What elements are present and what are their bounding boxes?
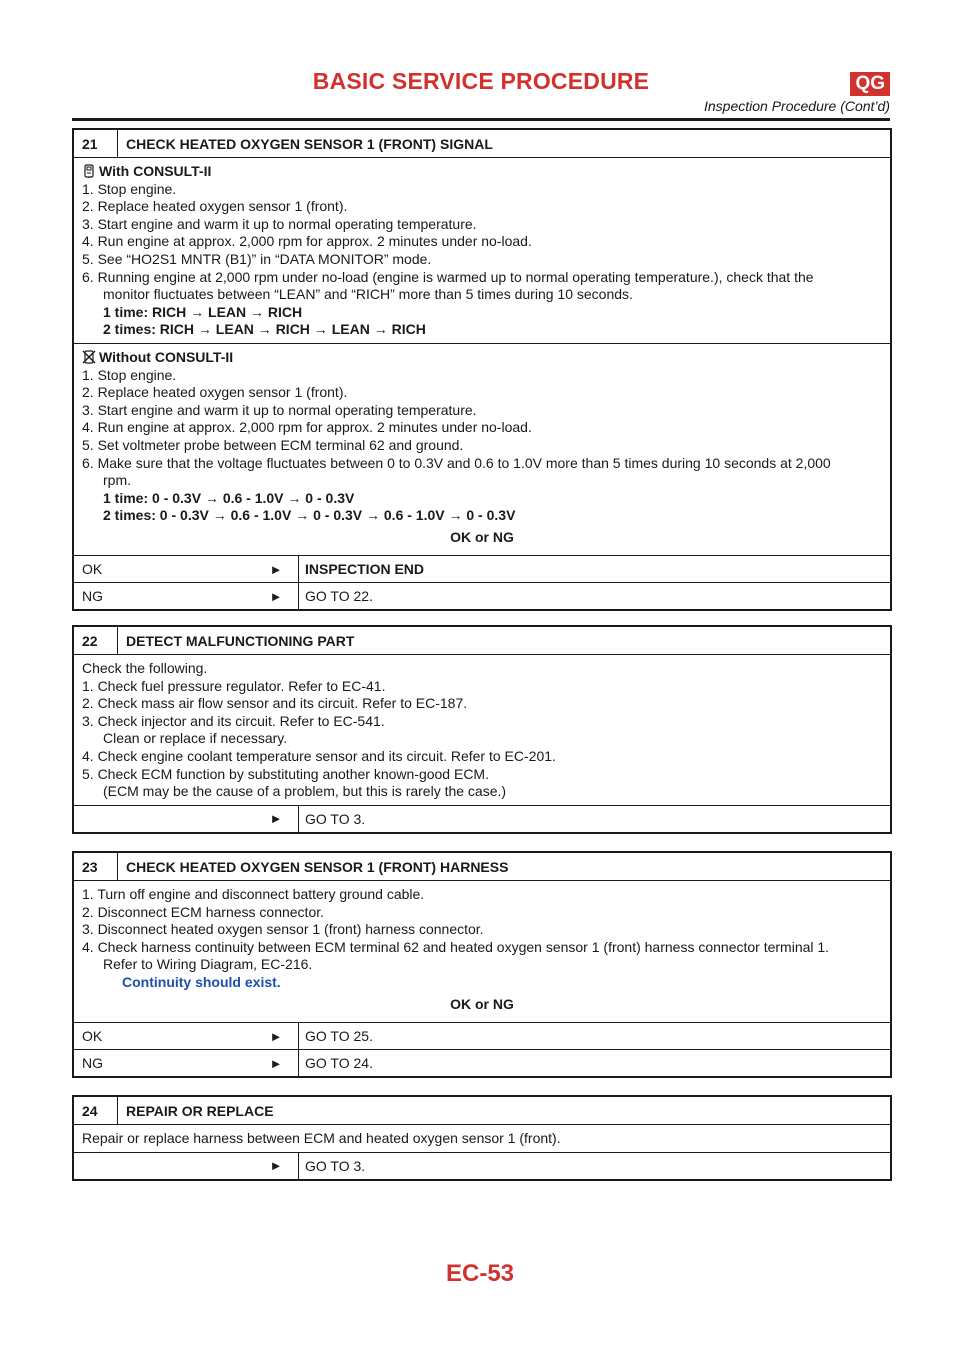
- page-subtitle: Inspection Procedure (Cont’d): [704, 98, 890, 114]
- result-action: GO TO 3.: [298, 1153, 365, 1179]
- spec-line: 1 time: 0 - 0.3V → 0.6 - 1.0V → 0 - 0.3V: [103, 489, 355, 506]
- arrow-right-icon: ►: [269, 1158, 283, 1174]
- step-line: 6. Make sure that the voltage fluctuates between 0 to 0.3V and 0.6 to 1.0V more than 5 times during 10 seconds at 2,000: [82, 454, 831, 471]
- step-line: Check the following.: [82, 660, 208, 676]
- step-line: 2. Disconnect ECM harness connector.: [82, 903, 325, 920]
- result-action: GO TO 22.: [298, 583, 373, 609]
- step-line: 3. Check injector and its circuit. Refer to EC-541.: [82, 712, 385, 729]
- step-line: 2. Check mass air flow sensor and its circuit. Refer to EC-187.: [82, 695, 468, 712]
- spec-line: 2 times: RICH → LEAN → RICH → LEAN → RICH: [103, 321, 426, 338]
- result-row: [74, 806, 890, 832]
- step-title: CHECK HEATED OXYGEN SENSOR 1 (FRONT) SIGNAL: [126, 135, 493, 152]
- no-consult-tool-icon: [82, 350, 96, 364]
- arrow-right-icon: ►: [269, 561, 283, 577]
- spec-line: 2 times: 0 - 0.3V → 0.6 - 1.0V → 0 - 0.3V → 0.6 - 1.0V → 0 - 0.3V: [103, 507, 516, 524]
- result-row: [74, 1153, 890, 1179]
- arrow-right-icon: ►: [269, 1028, 283, 1044]
- step-number: 21: [74, 130, 118, 157]
- result-label: NG: [82, 588, 103, 605]
- result-row-ok: [74, 1023, 890, 1049]
- step-line: 5. Check ECM function by substituting another known-good ECM.: [82, 765, 489, 782]
- step-24-header: [74, 1097, 890, 1125]
- step-line: Clean or replace if necessary.: [103, 730, 288, 747]
- consult-tool-icon: [82, 164, 96, 178]
- step-number: 22: [74, 627, 118, 654]
- with-consult-block: [74, 158, 890, 344]
- without-consult-label: Without CONSULT-II: [99, 348, 234, 365]
- result-row-ng: [74, 582, 890, 609]
- step-line: monitor fluctuates between “LEAN” and “RICH” more than 5 times during 10 seconds.: [103, 286, 633, 303]
- result-action: GO TO 3.: [298, 806, 365, 832]
- result-row-ok: [74, 556, 890, 582]
- result-action: INSPECTION END: [298, 556, 424, 582]
- step-line: Repair or replace harness between ECM and heated oxygen sensor 1 (front).: [82, 1130, 561, 1146]
- step-line: 2. Replace heated oxygen sensor 1 (front).: [82, 198, 348, 215]
- step-22-header: [74, 627, 890, 655]
- step-line: (ECM may be the cause of a problem, but this is rarely the case.): [103, 783, 507, 800]
- result-action: GO TO 24.: [298, 1050, 373, 1076]
- with-consult-label: With CONSULT-II: [99, 163, 212, 179]
- header-rule: [72, 118, 890, 121]
- arrow-right-icon: ►: [269, 811, 283, 827]
- step-line: 1. Stop engine.: [82, 366, 177, 383]
- step-23-body: [74, 881, 890, 1023]
- result-row-ng: [74, 1049, 890, 1076]
- step-line: 4. Run engine at approx. 2,000 rpm for approx. 2 minutes under no-load.: [82, 233, 532, 250]
- step-line: 4. Run engine at approx. 2,000 rpm for approx. 2 minutes under no-load.: [82, 419, 532, 436]
- step-title: REPAIR OR REPLACE: [126, 1102, 274, 1119]
- step-22-table: [72, 625, 892, 834]
- arrow-right-icon: ►: [269, 588, 283, 604]
- ok-or-ng-label: OK or NG: [450, 995, 514, 1012]
- result-label: OK: [82, 561, 103, 578]
- page-number: EC-53: [445, 1260, 515, 1287]
- step-line: 6. Running engine at 2,000 rpm under no-load (engine is warmed up to normal operating temperature.), check that the: [82, 268, 814, 285]
- step-23-header: [74, 853, 890, 881]
- step-line: 5. See “HO2S1 MNTR (B1)” in “DATA MONITOR” mode.: [82, 250, 432, 267]
- page-header: [72, 64, 890, 120]
- result-label: OK: [82, 1028, 103, 1045]
- without-consult-block: [74, 344, 890, 557]
- page-title: BASIC SERVICE PROCEDURE: [312, 68, 650, 94]
- step-22-body: [74, 655, 890, 806]
- step-23-table: [72, 851, 892, 1078]
- result-action: GO TO 25.: [298, 1023, 373, 1049]
- step-number: 24: [74, 1097, 118, 1124]
- step-line: 2. Replace heated oxygen sensor 1 (front).: [82, 384, 348, 401]
- step-title: DETECT MALFUNCTIONING PART: [126, 632, 355, 649]
- step-line: 1. Stop engine.: [82, 180, 177, 197]
- spec-line: Continuity should exist.: [122, 973, 281, 990]
- engine-code-badge: QG: [850, 72, 890, 96]
- arrow-right-icon: ►: [269, 1055, 283, 1071]
- step-line: Refer to Wiring Diagram, EC-216.: [103, 956, 313, 973]
- step-21-table: [72, 128, 892, 611]
- ok-or-ng-label: OK or NG: [450, 528, 514, 545]
- step-line: 4. Check engine coolant temperature sensor and its circuit. Refer to EC-201.: [82, 747, 556, 764]
- result-label: NG: [82, 1055, 103, 1072]
- step-line: 1. Turn off engine and disconnect battery ground cable.: [82, 886, 425, 902]
- step-21-header: [74, 130, 890, 158]
- step-line: 5. Set voltmeter probe between ECM terminal 62 and ground.: [82, 436, 464, 453]
- spec-line: 1 time: RICH → LEAN → RICH: [103, 303, 303, 320]
- step-line: 3. Disconnect heated oxygen sensor 1 (front) harness connector.: [82, 921, 484, 938]
- step-24-table: [72, 1095, 892, 1181]
- step-line: 3. Start engine and warm it up to normal operating temperature.: [82, 215, 477, 232]
- step-line: 4. Check harness continuity between ECM terminal 62 and heated oxygen sensor 1 (front) harness connector terminal 1.: [82, 938, 830, 955]
- step-line: 1. Check fuel pressure regulator. Refer to EC-41.: [82, 677, 386, 694]
- step-number: 23: [74, 853, 118, 880]
- step-line: rpm.: [103, 472, 131, 489]
- step-title: CHECK HEATED OXYGEN SENSOR 1 (FRONT) HARNESS: [126, 858, 509, 875]
- step-24-body: [74, 1125, 890, 1153]
- step-line: 3. Start engine and warm it up to normal operating temperature.: [82, 401, 477, 418]
